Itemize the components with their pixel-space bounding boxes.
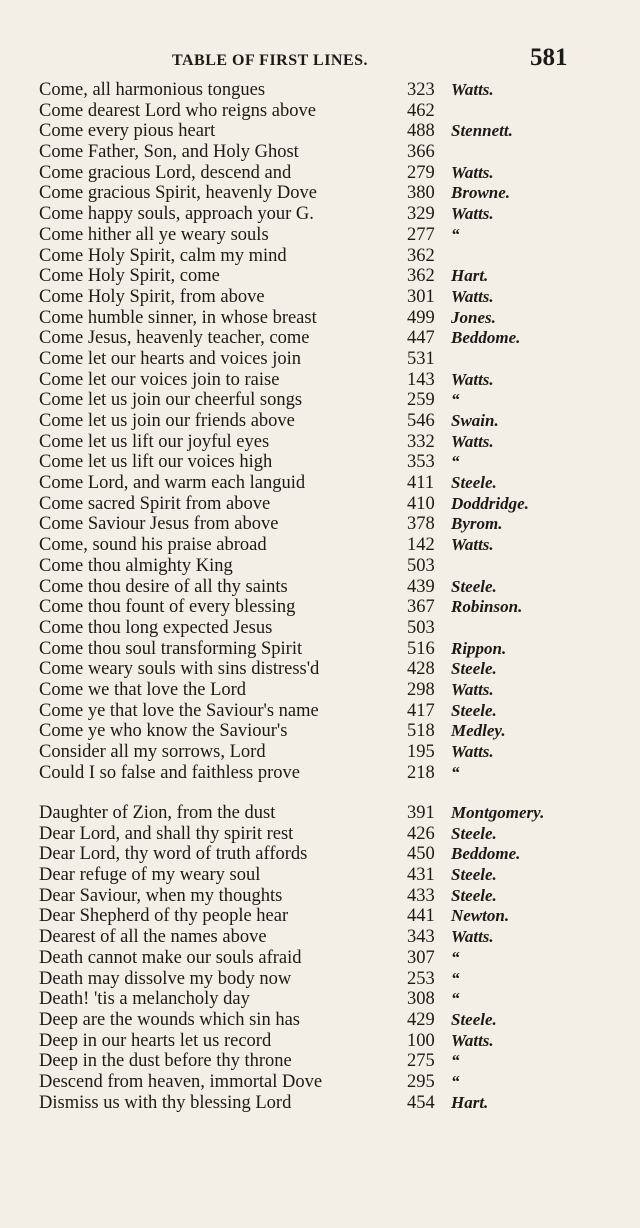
index-row xyxy=(0,390,640,411)
hymn-number: 462 xyxy=(407,100,435,121)
hymn-author: Watts. xyxy=(451,162,494,182)
hymn-number: 307 xyxy=(407,947,435,968)
first-line-text: Come ye who know the Saviour's xyxy=(39,721,288,742)
index-row xyxy=(0,163,640,184)
hymn-author: Jones. xyxy=(451,307,496,327)
hymn-number: 353 xyxy=(407,452,435,473)
first-line-text: Come Saviour Jesus from above xyxy=(39,514,279,535)
first-line-text: Come gracious Lord, descend and xyxy=(39,162,292,183)
index-row xyxy=(0,597,640,618)
hymn-number: 428 xyxy=(407,659,435,680)
hymn-author: Robinson. xyxy=(451,597,523,617)
hymn-author: Watts. xyxy=(451,369,494,389)
index-row xyxy=(0,886,640,907)
hymn-author: Stennett. xyxy=(451,121,513,141)
index-row xyxy=(0,308,640,329)
hymn-author: Steele. xyxy=(451,823,497,843)
index-row xyxy=(0,1093,640,1114)
hymn-number: 503 xyxy=(407,555,435,576)
page-header xyxy=(0,44,640,78)
index-row xyxy=(0,969,640,990)
hymn-number: 100 xyxy=(407,1030,435,1051)
hymn-number: 367 xyxy=(407,597,435,618)
first-line-text: Come we that love the Lord xyxy=(39,679,247,700)
hymn-author: Watts. xyxy=(451,679,494,699)
hymn-number: 218 xyxy=(407,762,435,783)
index-row xyxy=(0,411,640,432)
hymn-number: 439 xyxy=(407,576,435,597)
hymn-author: Steele. xyxy=(451,473,497,493)
index-row xyxy=(0,204,640,225)
index-row xyxy=(0,101,640,122)
first-line-text: Come Holy Spirit, from above xyxy=(39,286,265,307)
index-section-d xyxy=(0,803,640,1113)
first-line-text: Descend from heaven, immortal Dove xyxy=(39,1071,323,1092)
index-row xyxy=(0,1051,640,1072)
hymn-number: 308 xyxy=(407,989,435,1010)
first-line-text: Come Jesus, heavenly teacher, come xyxy=(39,328,310,349)
hymn-number: 301 xyxy=(407,286,435,307)
hymn-author: Steele. xyxy=(451,885,497,905)
hymn-author: Medley. xyxy=(451,721,506,741)
hymn-author: “ xyxy=(451,224,460,244)
hymn-author: Browne. xyxy=(451,183,511,203)
first-line-text: Could I so false and faithless prove xyxy=(39,762,300,783)
hymn-author: Hart. xyxy=(451,1092,489,1112)
first-line-text: Come let us join our cheerful songs xyxy=(39,390,303,411)
hymn-author: Byrom. xyxy=(451,514,503,534)
first-line-text: Dear Lord, and shall thy spirit rest xyxy=(39,823,294,844)
first-line-text: Come weary souls with sins distress'd xyxy=(39,659,320,680)
first-line-text: Come let us lift our voices high xyxy=(39,452,273,473)
first-line-text: Come humble sinner, in whose breast xyxy=(39,307,317,328)
index-row xyxy=(0,865,640,886)
hymn-author: Steele. xyxy=(451,659,497,679)
hymn-author: “ xyxy=(451,989,460,1009)
hymn-number: 298 xyxy=(407,679,435,700)
index-row xyxy=(0,432,640,453)
hymn-author: Doddridge. xyxy=(451,493,529,513)
first-line-text: Come thou soul transforming Spirit xyxy=(39,638,303,659)
hymn-number: 380 xyxy=(407,183,435,204)
index-row xyxy=(0,844,640,865)
hymn-author: Newton. xyxy=(451,906,510,926)
first-line-text: Dear Saviour, when my thoughts xyxy=(39,885,283,906)
hymn-number: 531 xyxy=(407,348,435,369)
index-row xyxy=(0,763,640,784)
index-row xyxy=(0,514,640,535)
hymn-number: 417 xyxy=(407,700,435,721)
index-row xyxy=(0,328,640,349)
hymn-number: 488 xyxy=(407,121,435,142)
hymn-author: “ xyxy=(451,947,460,967)
hymn-author: Watts. xyxy=(451,80,494,99)
hymn-author: “ xyxy=(451,968,460,988)
hymn-number: 362 xyxy=(407,266,435,287)
hymn-number: 275 xyxy=(407,1051,435,1072)
hymn-number: 362 xyxy=(407,245,435,266)
hymn-number: 426 xyxy=(407,823,435,844)
index-row xyxy=(0,266,640,287)
index-row xyxy=(0,473,640,494)
index-row xyxy=(0,556,640,577)
hymn-author: Watts. xyxy=(451,927,494,947)
first-line-text: Come every pious heart xyxy=(39,121,216,142)
hymn-number: 518 xyxy=(407,721,435,742)
hymn-number: 411 xyxy=(407,473,435,494)
first-line-text: Come let our voices join to raise xyxy=(39,369,280,390)
hymn-author: Rippon. xyxy=(451,638,507,658)
index-row xyxy=(0,142,640,163)
first-line-text: Consider all my sorrows, Lord xyxy=(39,742,266,762)
first-line-text: Come thou fount of every blessing xyxy=(39,597,296,618)
page-title: TABLE OF FIRST LINES. xyxy=(172,52,369,69)
hymn-number: 142 xyxy=(407,535,435,556)
hymn-author: “ xyxy=(451,762,460,782)
hymn-author: Steele. xyxy=(451,700,497,720)
hymn-author: Watts. xyxy=(451,204,494,224)
index-row xyxy=(0,349,640,370)
first-line-text: Dear refuge of my weary soul xyxy=(39,865,261,886)
hymn-number: 329 xyxy=(407,204,435,225)
hymn-number: 143 xyxy=(407,369,435,390)
hymn-number: 499 xyxy=(407,307,435,328)
first-line-text: Deep in the dust before thy throne xyxy=(39,1051,292,1072)
first-line-text: Come Father, Son, and Holy Ghost xyxy=(39,142,299,163)
first-line-text: Daughter of Zion, from the dust xyxy=(39,803,276,823)
first-line-text: Come gracious Spirit, heavenly Dove xyxy=(39,183,317,204)
first-line-text: Come Holy Spirit, come xyxy=(39,266,220,287)
first-line-text: Deep are the wounds which sin has xyxy=(39,1009,300,1030)
hymn-number: 323 xyxy=(407,80,435,100)
hymn-author: “ xyxy=(451,1071,460,1091)
index-row xyxy=(0,948,640,969)
first-line-text: Death! 'tis a melancholy day xyxy=(39,989,250,1010)
index-row xyxy=(0,183,640,204)
hymn-author: Watts. xyxy=(451,535,494,555)
hymn-author: Watts. xyxy=(451,286,494,306)
index-row xyxy=(0,1031,640,1052)
index-row xyxy=(0,287,640,308)
index-row xyxy=(0,639,640,660)
first-line-text: Come happy souls, approach your G. xyxy=(39,204,314,225)
index-row xyxy=(0,225,640,246)
first-line-text: Dismiss us with thy blessing Lord xyxy=(39,1092,292,1113)
hymn-author: Steele. xyxy=(451,865,497,885)
index-row xyxy=(0,246,640,267)
hymn-number: 516 xyxy=(407,638,435,659)
index-row xyxy=(0,721,640,742)
hymn-author: Watts. xyxy=(451,1030,494,1050)
hymn-number: 431 xyxy=(407,865,435,886)
first-line-text: Come Holy Spirit, calm my mind xyxy=(39,245,287,266)
hymn-author: Steele. xyxy=(451,1009,497,1029)
first-line-text: Deep in our hearts let us record xyxy=(39,1030,272,1051)
hymn-number: 410 xyxy=(407,493,435,514)
hymn-author: Steele. xyxy=(451,576,497,596)
first-line-text: Come thou desire of all thy saints xyxy=(39,576,288,597)
first-line-text: Come, all harmonious tongues xyxy=(39,80,266,100)
hymn-number: 391 xyxy=(407,803,435,823)
hymn-author: “ xyxy=(451,452,460,472)
hymn-author: Hart. xyxy=(451,266,489,286)
hymn-number: 454 xyxy=(407,1092,435,1113)
first-line-text: Come hither all ye weary souls xyxy=(39,224,269,245)
index-row xyxy=(0,680,640,701)
hymn-number: 441 xyxy=(407,906,435,927)
first-line-text: Come Lord, and warm each languid xyxy=(39,473,306,494)
page-number: 581 xyxy=(530,44,568,71)
hymn-number: 295 xyxy=(407,1071,435,1092)
index-section-c xyxy=(0,80,640,783)
hymn-author: Beddome. xyxy=(451,328,521,348)
index-row xyxy=(0,1010,640,1031)
first-line-text: Come, sound his praise abroad xyxy=(39,535,267,556)
hymn-number: 503 xyxy=(407,617,435,638)
hymn-number: 433 xyxy=(407,885,435,906)
index-row xyxy=(0,80,640,101)
first-line-text: Death may dissolve my body now xyxy=(39,968,292,989)
hymn-author: Watts. xyxy=(451,742,494,761)
index-row xyxy=(0,824,640,845)
hymn-number: 259 xyxy=(407,390,435,411)
first-line-text: Come thou almighty King xyxy=(39,555,233,576)
index-row xyxy=(0,989,640,1010)
first-line-text: Dearest of all the names above xyxy=(39,927,267,948)
hymn-number: 277 xyxy=(407,224,435,245)
first-line-text: Come let us lift our joyful eyes xyxy=(39,431,270,452)
index-row xyxy=(0,452,640,473)
hymn-number: 450 xyxy=(407,844,435,865)
index-row xyxy=(0,906,640,927)
index-row xyxy=(0,701,640,722)
first-line-text: Come ye that love the Saviour's name xyxy=(39,700,319,721)
first-line-text: Death cannot make our souls afraid xyxy=(39,947,302,968)
index-row xyxy=(0,659,640,680)
hymn-author: Montgomery. xyxy=(451,803,545,822)
hymn-number: 332 xyxy=(407,431,435,452)
index-row xyxy=(0,742,640,763)
first-line-text: Dear Shepherd of thy people hear xyxy=(39,906,289,927)
index-row xyxy=(0,121,640,142)
hymn-number: 429 xyxy=(407,1009,435,1030)
index-row xyxy=(0,803,640,824)
index-row xyxy=(0,535,640,556)
hymn-author: Watts. xyxy=(451,431,494,451)
hymn-author: Swain. xyxy=(451,411,499,430)
hymn-author: “ xyxy=(451,1051,460,1071)
index-row xyxy=(0,370,640,391)
hymn-author: Beddome. xyxy=(451,844,521,864)
index-row xyxy=(0,577,640,598)
hymn-number: 546 xyxy=(407,411,435,431)
first-line-text: Come let our hearts and voices join xyxy=(39,348,302,369)
index-row xyxy=(0,927,640,948)
hymn-author: “ xyxy=(451,390,460,410)
hymn-number: 195 xyxy=(407,742,435,762)
first-line-text: Come dearest Lord who reigns above xyxy=(39,100,316,121)
hymn-number: 253 xyxy=(407,968,435,989)
hymn-number: 378 xyxy=(407,514,435,535)
first-line-text: Come sacred Spirit from above xyxy=(39,493,271,514)
index-row xyxy=(0,618,640,639)
first-line-text: Come let us join our friends above xyxy=(39,411,295,431)
hymn-number: 343 xyxy=(407,927,435,948)
index-row xyxy=(0,494,640,515)
first-line-text: Dear Lord, thy word of truth affords xyxy=(39,844,308,865)
hymn-number: 366 xyxy=(407,142,435,163)
hymn-number: 447 xyxy=(407,328,435,349)
hymn-number: 279 xyxy=(407,162,435,183)
index-row xyxy=(0,1072,640,1093)
first-line-text: Come thou long expected Jesus xyxy=(39,617,273,638)
